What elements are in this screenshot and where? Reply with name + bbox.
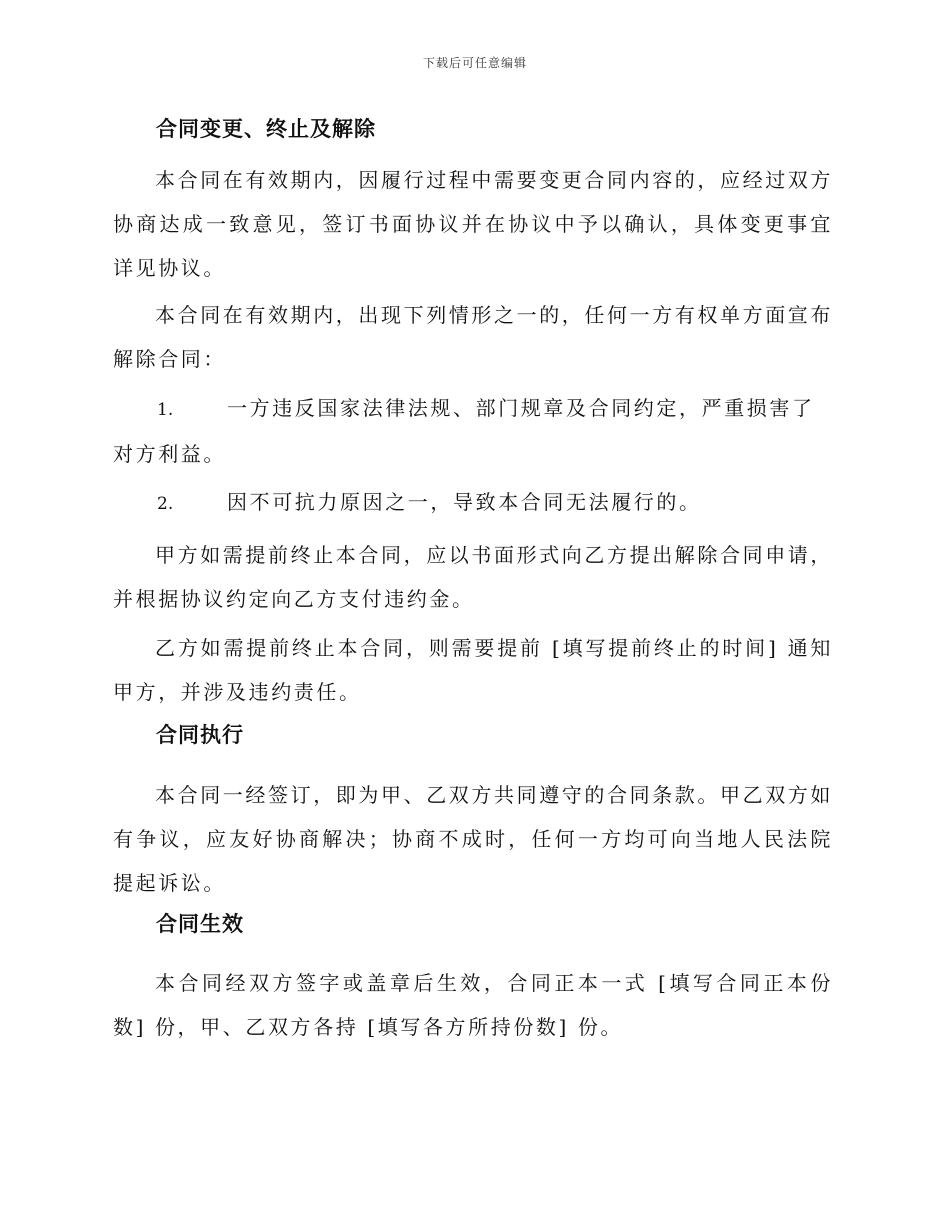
- section-heading-change-termination: 合同变更、终止及解除: [156, 116, 376, 141]
- paragraph-effectiveness: 本合同经双方签字或盖章后生效，合同正本一式 [填写合同正本份数] 份，甲、乙双方各持 [填写各方所持份数] 份。: [113, 971, 833, 1039]
- paragraph-party-a-termination: 甲方如需提前终止本合同，应以书面形式向乙方提出解除合同申请，并根据协议约定向乙方支付违约金。: [113, 543, 833, 611]
- list-item-text: 一方违反国家法律法规、部门规章及合同约定，严重损害了对方利益。: [113, 396, 815, 466]
- paragraph-change-agreement: 本合同在有效期内，因履行过程中需要变更合同内容的，应经过双方协商达成一致意见，签订书面协议并在协议中予以确认，具体变更事宜详见协议。: [113, 168, 833, 280]
- header-note: 下载后可任意编辑: [422, 56, 527, 70]
- section-heading-effectiveness: 合同生效: [156, 911, 244, 936]
- list-item-1: [113, 386, 833, 476]
- list-item-text: 因不可抗力原因之一，导致本合同无法履行的。: [227, 490, 702, 514]
- list-item-2: [113, 480, 833, 526]
- section-heading-execution: 合同执行: [156, 722, 244, 747]
- paragraph-party-b-termination: 乙方如需提前终止本合同，则需要提前 [填写提前终止的时间] 通知甲方，并涉及违约责任。: [113, 636, 833, 704]
- paragraph-termination-conditions: 本合同在有效期内，出现下列情形之一的，任何一方有权单方面宣布解除合同：: [113, 303, 833, 371]
- paragraph-execution: 本合同一经签订，即为甲、乙双方共同遵守的合同条款。甲乙双方如有争议，应友好协商解决；协商不成时，任何一方均可向当地人民法院提起诉讼。: [113, 783, 833, 895]
- list-item-number: 1.: [157, 400, 174, 420]
- list-item-number: 2.: [157, 494, 174, 514]
